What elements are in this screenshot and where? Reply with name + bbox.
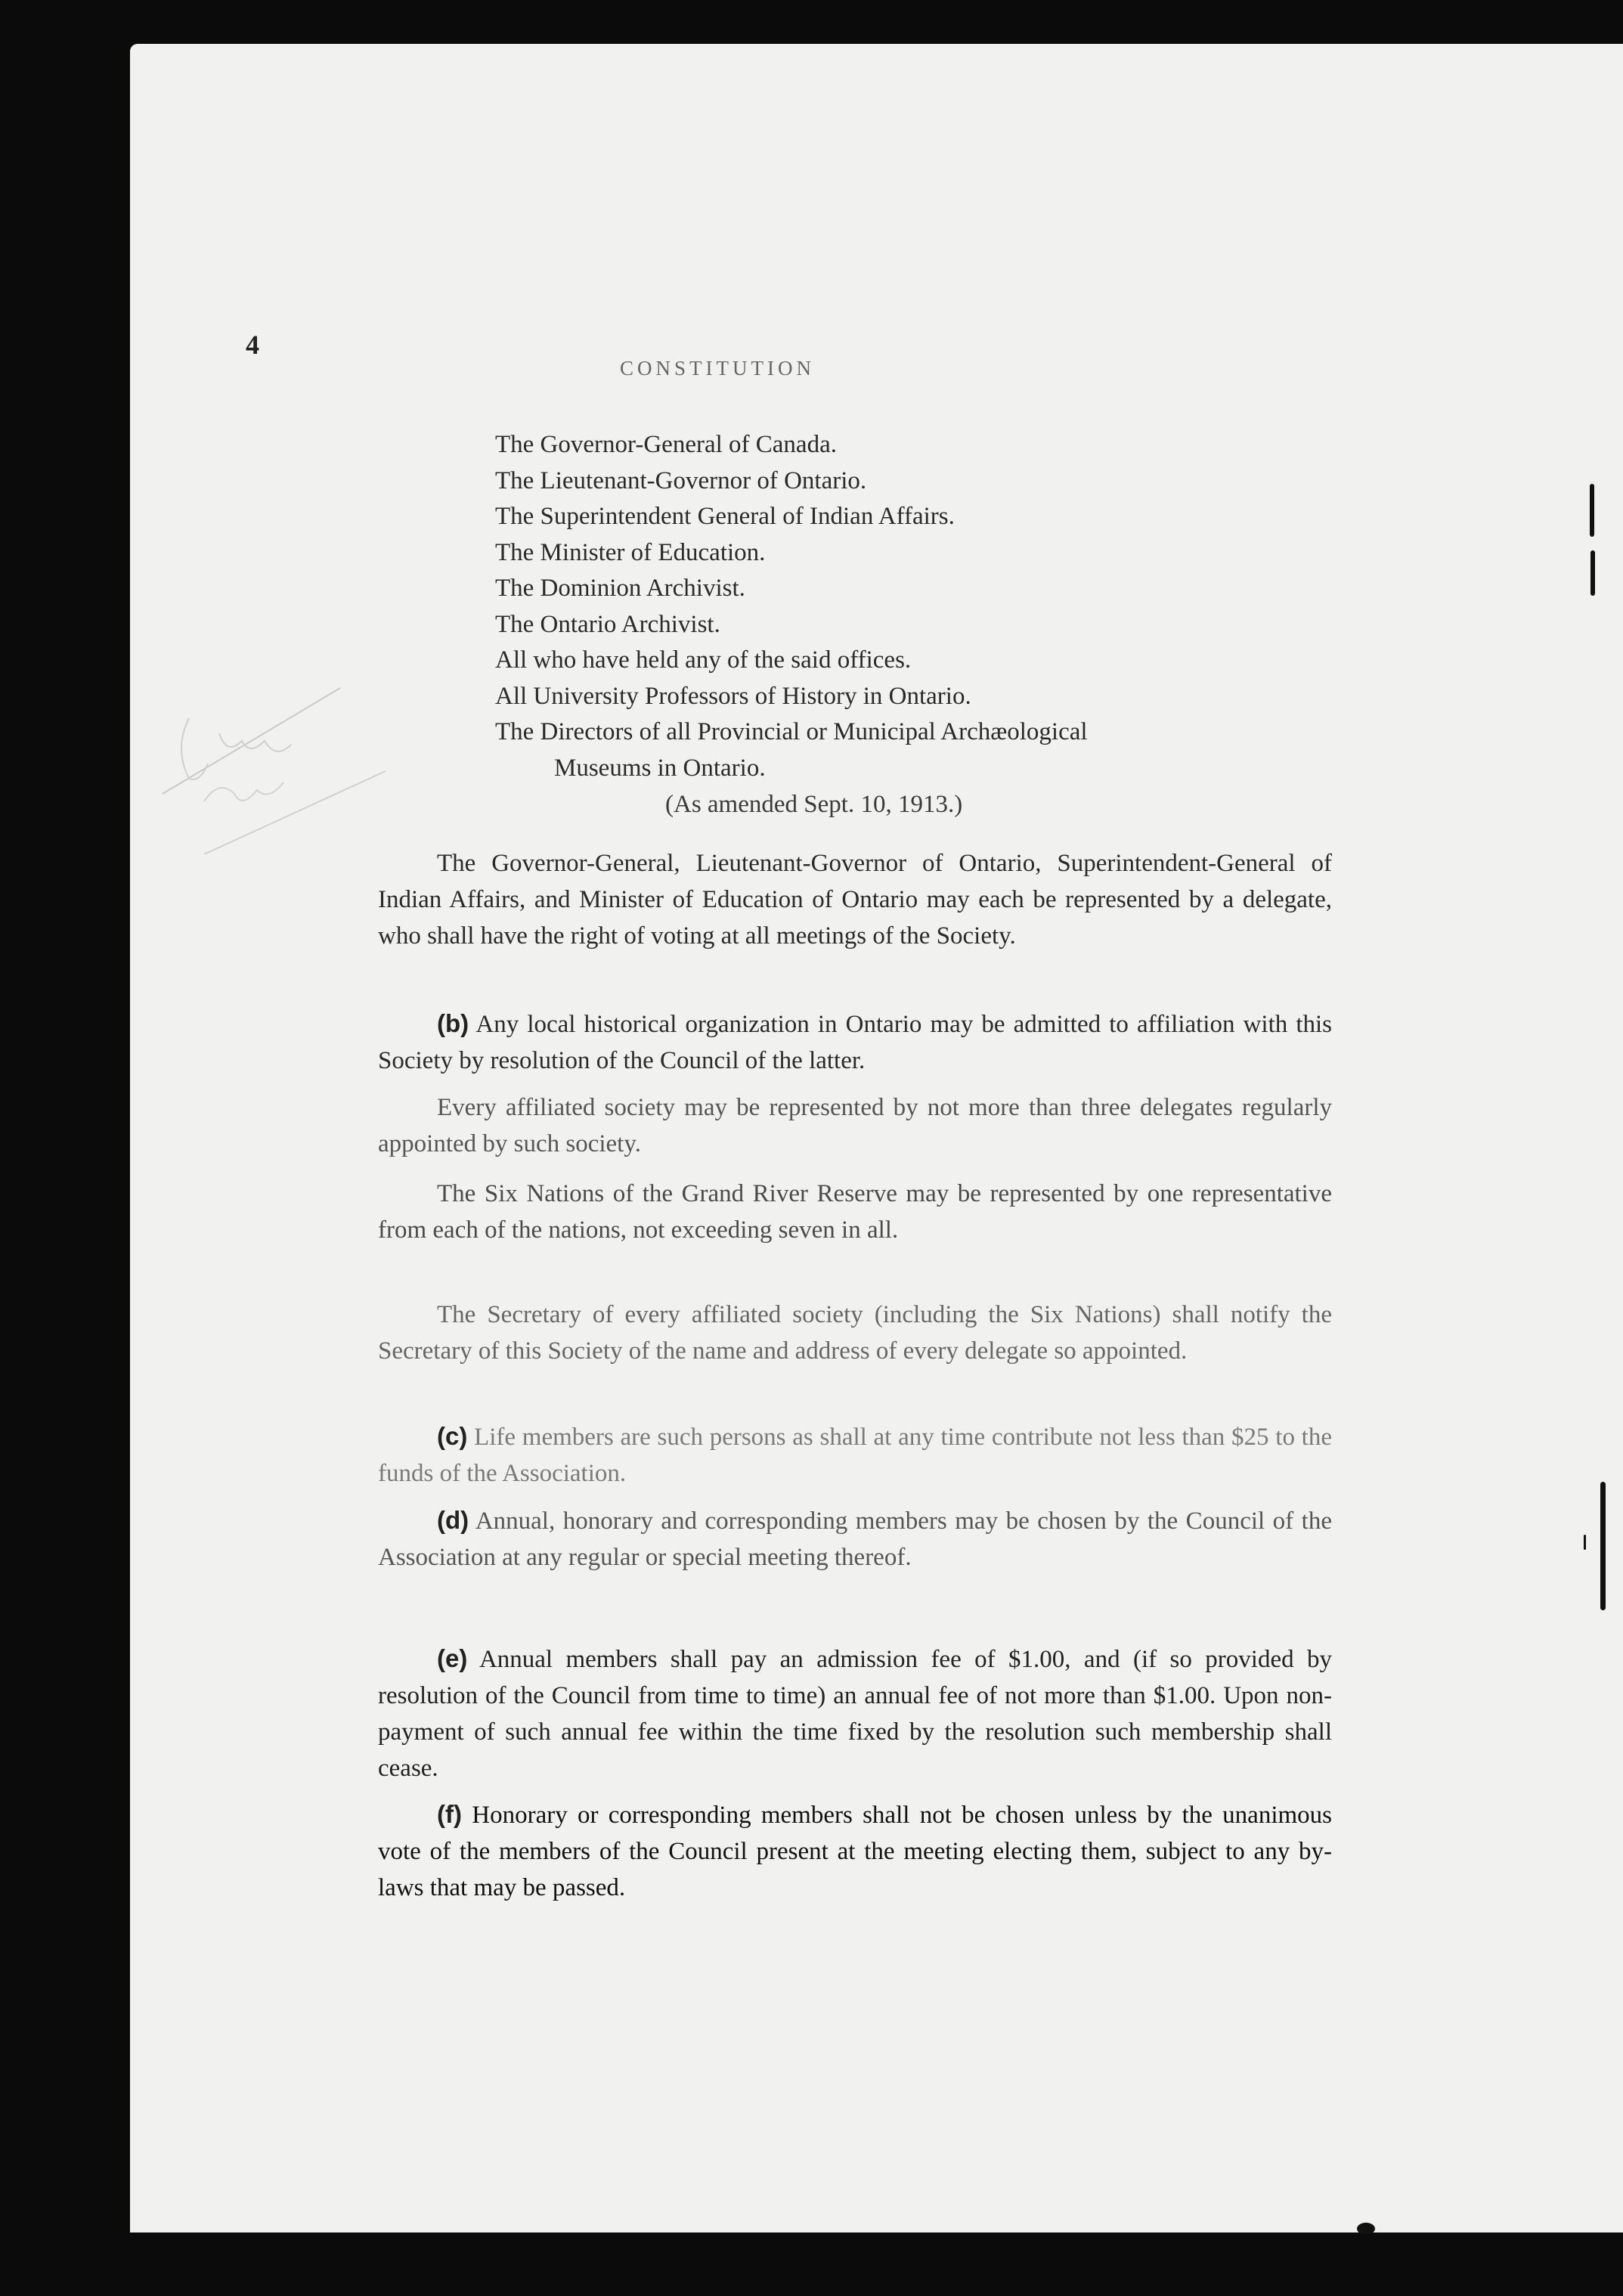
amended-note: (As amended Sept. 10, 1913.) <box>665 791 963 818</box>
margin-mark <box>1600 1482 1606 1610</box>
paragraph-delegates: The Governor-General, Lieutenant-Governor of Ontario, Superintendent-General of Indian Affairs, and Minister of Education of Ontario may each be represented by a delegate, who shall have the right of voting at all meetings of the Society. <box>378 850 1332 950</box>
margin-mark <box>1590 484 1594 537</box>
officer-item: The Lieutenant-Governor of Ontario. <box>495 466 867 494</box>
officer-item: The Superintendent General of Indian Affairs. <box>495 503 955 530</box>
clause-label: (e) <box>437 1644 468 1672</box>
clause-label: (d) <box>437 1506 469 1534</box>
paragraph-text: Annual, honorary and corresponding members may be chosen by the Council of the Association at any regular or special meeting thereof. <box>378 1507 1332 1571</box>
officer-item-continuation: Museums in Ontario. <box>554 754 766 782</box>
officer-item: The Dominion Archivist. <box>495 575 745 602</box>
paragraph-text: Honorary or corresponding members shall not be chosen unless by the unanimous vote of the members of the Council present at the meeting electing them, subject to any by-laws that may be passed. <box>378 1802 1332 1901</box>
page-number: 4 <box>246 330 259 360</box>
paragraph-c <box>378 1418 1332 1492</box>
margin-mark <box>1590 550 1595 596</box>
pencil-annotation <box>159 680 484 854</box>
officer-item: The Minister of Education. <box>495 538 766 566</box>
margin-mark <box>1357 2223 1375 2235</box>
paragraph-text: Any local historical organization in Ontario may be admitted to affiliation with this Society by resolution of the Council of the latter. <box>378 1011 1332 1074</box>
officer-item: The Governor-General of Canada. <box>495 431 837 458</box>
paragraph-e <box>378 1641 1332 1786</box>
officer-item: The Directors of all Provincial or Municipal Archæological <box>495 718 1088 745</box>
paragraph-six-nations: The Six Nations of the Grand River Reserve may be represented by one representative from each of the nations, not exceeding seven in all. <box>378 1180 1332 1244</box>
officers-list <box>495 427 1334 786</box>
clause-label: (f) <box>437 1800 462 1828</box>
officer-item: The Ontario Archivist. <box>495 610 720 638</box>
paragraph-b <box>378 1005 1332 1079</box>
paragraph-text: Annual members shall pay an admission fee of $1.00, and (if so provided by resolution of the Council from time to time) an annual fee of not more than $1.00. Upon non-payment of such annual fee within the time fixed by the resolution such membership shall cease. <box>378 1646 1332 1782</box>
clause-label: (b) <box>437 1009 469 1037</box>
paragraph-f <box>378 1796 1332 1906</box>
paragraph-text: Life members are such persons as shall at any time contribute not less than $25 to the funds of the Association. <box>378 1424 1332 1487</box>
paragraph-d <box>378 1502 1332 1576</box>
clause-label: (c) <box>437 1422 468 1450</box>
paragraph-secretary: The Secretary of every affiliated society (including the Six Nations) shall notify the Secretary of this Society of the name and address of every delegate so appointed. <box>378 1301 1332 1365</box>
paragraph-affiliated: Every affiliated society may be represented by not more than three delegates regularly appointed by such society. <box>378 1094 1332 1157</box>
officer-item: All University Professors of History in Ontario. <box>495 682 971 710</box>
officer-item: All who have held any of the said offices. <box>495 646 912 674</box>
running-head: CONSTITUTION <box>620 357 815 380</box>
margin-mark <box>1584 1535 1586 1550</box>
